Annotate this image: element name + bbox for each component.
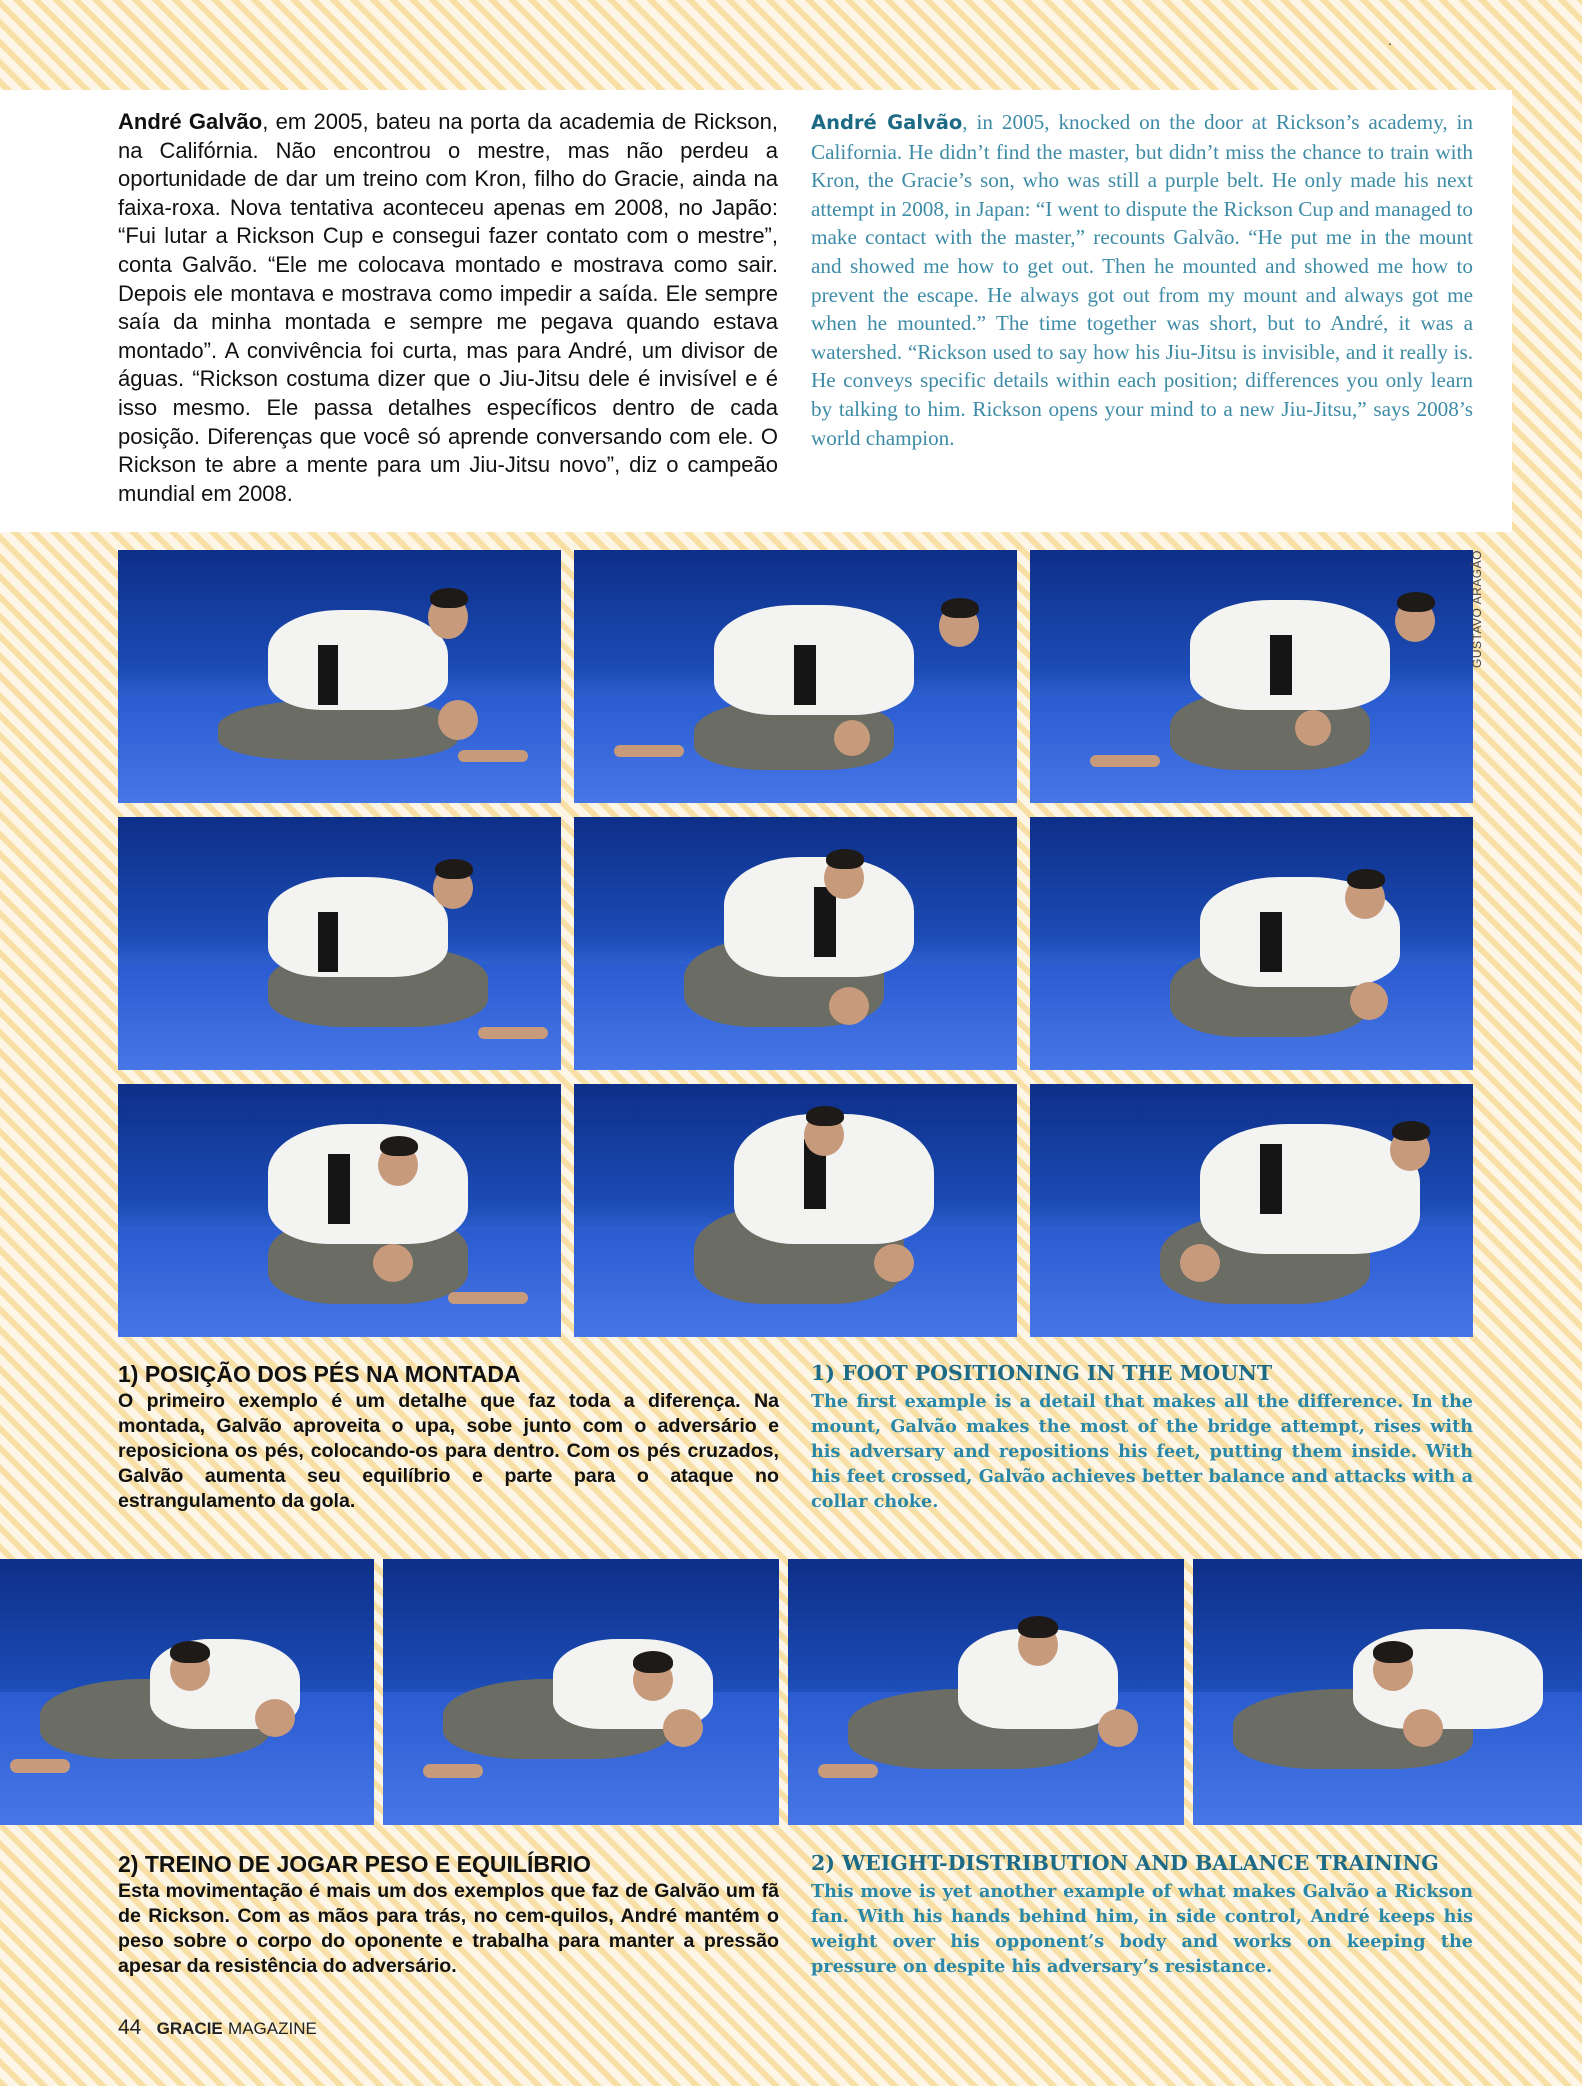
- section-1-caption-en: The first example is a detail that makes all the difference. In the mount, Galvão makes the most of the bridge attempt, rises with his adversary and repositions his feet, putting them inside. With his feet crossed, Galvão achieves better balance and attacks with a collar choke.: [811, 1391, 1473, 1512]
- decorative-dot: .: [1388, 32, 1392, 48]
- section-2-title-en: 2) WEIGHT-DISTRIBUTION AND BALANCE TRAINING: [811, 1851, 1439, 1875]
- section-1-title-en: 1) FOOT POSITIONING IN THE MOUNT: [811, 1361, 1273, 1385]
- article-pt-name: André Galvão: [118, 109, 263, 134]
- page-number: 44: [118, 2016, 142, 2039]
- section-2-caption-pt: Esta movimentação é mais um dos exemplos que faz de Galvão um fã de Rickson. Com as mãos para trás, no cem-quilos, André mantém o peso sobre o corpo do oponente e trabalha para manter a pressão apesar da resistência do adversário.: [118, 1880, 779, 1977]
- magazine-name-light: MAGAZINE: [228, 2019, 317, 2038]
- section-2-caption-en: This move is yet another example of what makes Galvão a Rickson fan. With his hands behind him, in side control, André keeps his weight over his opponent’s body and works on keeping the pressure on despite his adversary’s resistance.: [811, 1881, 1473, 1977]
- photo-credit: GUSTAVO ARAGÃO: [1470, 550, 1484, 668]
- article-english: [811, 108, 1473, 452]
- article-en-name: André Galvão: [811, 111, 963, 134]
- photo-strip-1: [0, 1559, 374, 1825]
- article-portuguese: [118, 108, 778, 508]
- photo-1-2: [574, 550, 1017, 803]
- photo-2-3: [1030, 817, 1473, 1070]
- magazine-name-bold: GRACIE: [156, 2019, 223, 2038]
- photo-3-2: [574, 1084, 1017, 1337]
- photo-1-1: [118, 550, 561, 803]
- page-footer: [118, 2016, 317, 2040]
- article-pt-body: , em 2005, bateu na porta da academia de Rickson, na Califórnia. Não encontrou o mestre, mas não perdeu a oportunidade de dar um treino com Kron, filho do Gracie, ainda na faixa-roxa. Nova tentativa aconteceu apenas em 2008, no Japão: “Fui lutar a Rickson Cup e consegui fazer contato com o mestre”, conta Galvão. “Ele me colocava montado e mostrava como sair. Depois ele montava e mostrava como impedir a saída. Ele sempre saía da minha montada e sempre me pegava quando estava montado”. A convivência foi curta, mas para André, um divisor de águas. “Rickson costuma dizer que o Jiu-Jitsu dele é invisível e é isso mesmo. Ele passa detalhes específicos dentro de cada posição. Diferenças que você só aprende conversando com ele. O Rickson te abre a mente para um Jiu-Jitsu novo”, diz o campeão mundial em 2008.: [118, 109, 778, 506]
- photo-2-2: [574, 817, 1017, 1070]
- photo-3-1: [118, 1084, 561, 1337]
- photo-2-1: [118, 817, 561, 1070]
- section-1-caption-pt: O primeiro exemplo é um detalhe que faz toda a diferença. Na montada, Galvão aproveita o upa, sobe junto com o adversário e reposiciona os pés, colocando-os para dentro. Com os pés cruzados, Galvão aumenta seu equilíbrio e parte para o ataque no estrangulamento da gola.: [118, 1390, 779, 1512]
- photo-strip-3: [788, 1559, 1184, 1825]
- section-1-title-pt: 1) POSIÇÃO DOS PÉS NA MONTADA: [118, 1361, 521, 1387]
- photo-3-3: [1030, 1084, 1473, 1337]
- section-2-title-pt: 2) TREINO DE JOGAR PESO E EQUILÍBRIO: [118, 1851, 591, 1877]
- article-en-body: , in 2005, knocked on the door at Rickson’s academy, in California. He didn’t find the master, but didn’t miss the chance to train with Kron, the Gracie’s son, who was still a purple belt. He only made his next attempt in 2008, in Japan: “I went to dispute the Rickson Cup and managed to make contact with the master,” recounts Galvão. “He put me in the mount and showed me how to get out. Then he mounted and showed me how to prevent the escape. He always got out from my mount and always got me when he mounted.” The time together was short, but to André, it was a watershed. “Rickson used to say how his Jiu-Jitsu is invisible, and it really is. He conveys specific details within each position; differences you only learn by talking to him. Rickson opens your mind to a new Jiu-Jitsu,” says 2008’s world champion.: [811, 110, 1473, 450]
- photo-1-3: [1030, 550, 1473, 803]
- intro-panel: [0, 90, 1512, 532]
- photo-strip-4: [1193, 1559, 1582, 1825]
- photo-strip-2: [383, 1559, 779, 1825]
